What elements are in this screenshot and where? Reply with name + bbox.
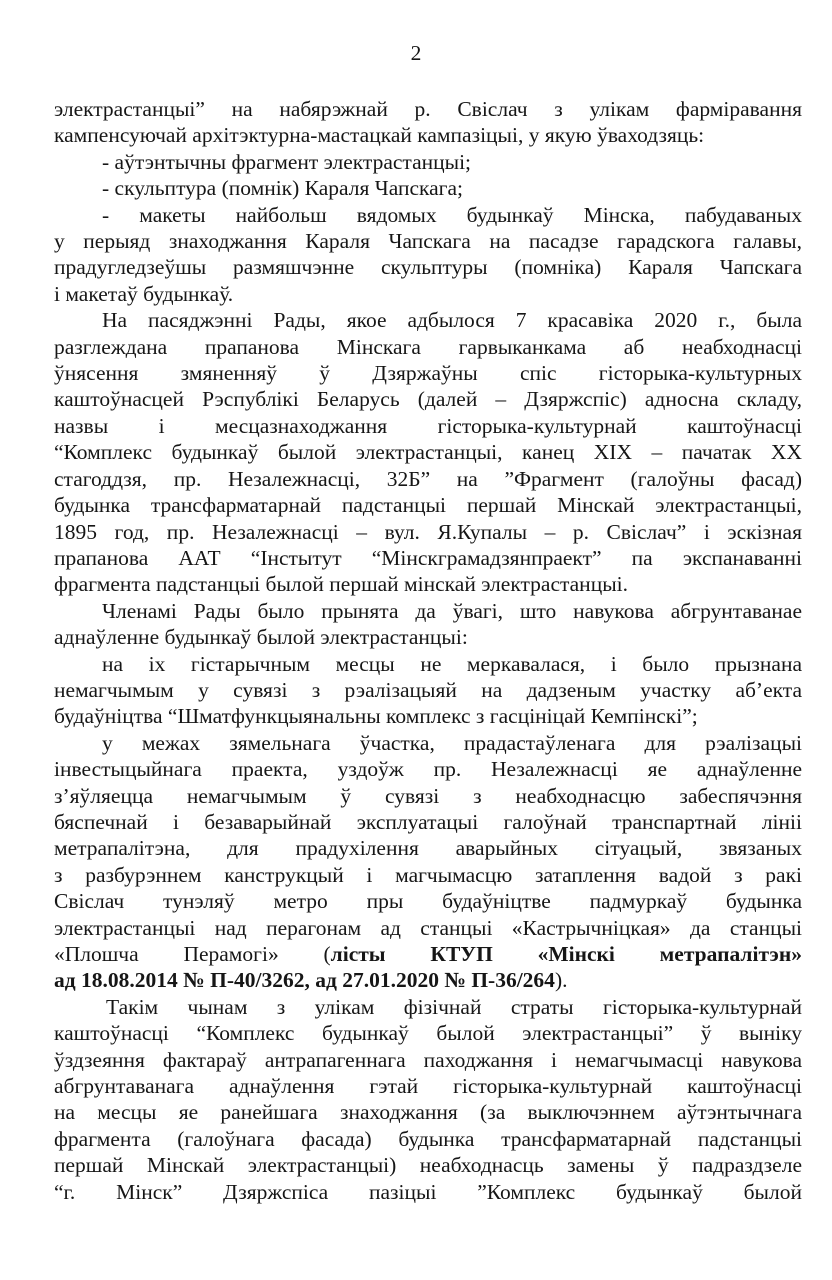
- text-run: На пасяджэнні Рады, якое адбылося 7 красавіка 2020 г., была: [102, 308, 802, 333]
- text-run: “Комплекс будынкаў былой электрастанцыі, канец XIX – пачатак XX: [54, 440, 802, 465]
- text-line: [54, 783, 802, 809]
- text-line: [54, 1047, 802, 1073]
- text-run: прапанова ААТ “Інстытут “Мінскграмадзянпраект” па экспанаванні: [54, 545, 802, 570]
- text-run: будынка трансфарматарнай падстанцыі першай Мінскай электрастанцыі,: [54, 493, 802, 518]
- text-line: [54, 756, 802, 782]
- text-line: [54, 360, 802, 386]
- text-line: [54, 730, 802, 756]
- text-run: каштоўнасці “Комплекс будынкаў былой электрастанцыі” ў выніку: [54, 1021, 802, 1046]
- text-run: - скульптура (помнік) Караля Чапскага;: [102, 176, 464, 201]
- text-line: [54, 967, 802, 993]
- text-run: з’яўляецца немагчымым ў сувязі з неабходнасцю забеспячэння: [54, 783, 802, 808]
- text-run: і макетаў будынкаў.: [54, 281, 234, 306]
- text-line: [54, 334, 802, 360]
- text-run: бяспечнай і безаварыйнай эксплуатацыі галоўнай транспартнай лініі: [54, 809, 802, 834]
- text-run: ).: [554, 968, 568, 993]
- text-line: [54, 835, 802, 861]
- text-line: [54, 202, 802, 228]
- text-line: [54, 466, 802, 492]
- bold-reference: ад 18.08.2014 № П-40/3262, ад 27.01.2020 № П-36/264: [54, 968, 555, 993]
- text-run: стагоддзя, пр. Незалежнасці, 32Б” на ”Фрагмент (галоўны фасад): [54, 466, 802, 491]
- text-line: [54, 492, 802, 518]
- text-line: [54, 624, 802, 650]
- text-run: на месцы яе ранейшага знаходжання (за выключэннем аўтэнтычнага: [54, 1100, 802, 1125]
- text-line: [54, 677, 802, 703]
- text-run: будаўніцтва “Шматфункцыянальны комплекс з гасцініцай Кемпінскі”;: [54, 704, 698, 729]
- text-line: [54, 809, 802, 835]
- text-run: інвестыцыйнага праекта, уздоўж пр. Незалежнасці яе аднаўленне: [54, 757, 802, 782]
- text-line: [54, 519, 802, 545]
- text-line: [54, 439, 802, 465]
- text-run: у межах зямельнага ўчастка, прадастаўленага для рэалізацыі: [102, 730, 802, 755]
- page-number: 2: [410, 41, 422, 65]
- text-run: - аўтэнтычны фрагмент электрастанцыі;: [102, 149, 472, 174]
- text-run: у перыяд знаходжання Караля Чапскага на пасадзе гарадскога галавы,: [54, 229, 802, 254]
- text-line: [54, 862, 802, 888]
- text-run: электрастанцыі” на набярэжнай р. Свіслач з улікам фарміравання: [54, 97, 802, 121]
- text-run: электрастанцыі над перагонам ад станцыі «Кастрычніцкая» да станцыі: [54, 915, 802, 940]
- text-line: [54, 1152, 802, 1178]
- text-run: Такім чынам з улікам фізічнай страты гісторыка-культурнай: [106, 994, 802, 1019]
- text-line: [54, 1073, 802, 1099]
- text-line: [54, 281, 802, 307]
- text-run: на іх гістарычным месцы не меркавалася, і было прызнана: [102, 651, 802, 676]
- document-body: [54, 96, 802, 1205]
- text-run: Свіслач тунэляў метро пры будаўніцтве падмуркаў будынка: [54, 889, 802, 914]
- text-line: [54, 413, 802, 439]
- text-run: разглеждана прапанова Мінскага гарвыканкама аб неабходнасці: [54, 334, 802, 359]
- text-line: [54, 545, 802, 571]
- text-line: [54, 254, 802, 280]
- text-run: - макеты найбольш вядомых будынкаў Мінска, пабудаваных: [102, 202, 802, 227]
- text-run: аднаўленне будынкаў былой электрастанцыі:: [54, 625, 468, 650]
- text-run: абгрунтаванага аднаўлення гэтай гісторыка-культурнай каштоўнасці: [54, 1074, 802, 1099]
- text-line: [54, 149, 802, 175]
- bold-reference: лісты КТУП «Мінскі метрапалітэн»: [330, 942, 802, 966]
- text-line: [54, 703, 802, 729]
- text-line: [54, 1020, 802, 1046]
- text-line: [54, 941, 802, 967]
- text-run: ўздзеяння фактараў антрапагеннага паходжання і немагчымасці навукова: [54, 1047, 802, 1072]
- text-line: [54, 571, 802, 597]
- text-run: «Плошча Перамогі» (: [54, 942, 331, 966]
- text-run: немагчымым у сувязі з рэалізацыяй на дадзеным участку аб’екта: [54, 677, 802, 702]
- text-line: [54, 175, 802, 201]
- text-line: [54, 1126, 802, 1152]
- text-line: [54, 915, 802, 941]
- text-line: [54, 994, 802, 1020]
- text-run: 1895 год, пр. Незалежнасці – вул. Я.Купалы – р. Свіслач” і эскізная: [54, 519, 802, 544]
- text-run: Членамі Рады было прынята да ўвагі, што навукова абгрунтаванае: [102, 598, 802, 623]
- text-run: “г. Мінск” Дзяржспіса пазіцыі ”Комплекс будынкаў былой: [54, 1179, 802, 1204]
- text-run: каштоўнасцей Рэспублікі Беларусь (далей – Дзяржспіс) адносна складу,: [54, 387, 802, 412]
- text-line: [54, 96, 802, 122]
- text-run: фрагмента (галоўнага фасада) будынка трансфарматарнай падстанцыі: [54, 1126, 802, 1151]
- text-run: метрапалітэна, для прадухілення аварыйных сітуацый, звязаных: [54, 836, 802, 861]
- text-line: [54, 1099, 802, 1125]
- text-line: [54, 386, 802, 412]
- text-run: першай Мінскай электрастанцыі) неабходнасць замены ў падраздзеле: [54, 1153, 802, 1178]
- text-run: кампенсуючай архітэктурна-мастацкай кампазіцыі, у якую ўваходзяць:: [54, 123, 705, 148]
- text-run: фрагмента падстанцыі былой першай мінскай электрастанцыі.: [54, 572, 628, 597]
- text-line: [54, 651, 802, 677]
- text-run: назвы і месцазнаходжання гісторыка-культурнай каштоўнасці: [54, 413, 802, 438]
- text-line: [54, 598, 802, 624]
- text-line: [54, 888, 802, 914]
- text-line: [54, 1179, 802, 1205]
- text-run: з разбурэннем канструкцый і магчымасцю затаплення вадой з ракі: [54, 862, 802, 887]
- text-run: прадугледзеўшы размяшчэнне скульптуры (помніка) Караля Чапскага: [54, 255, 802, 280]
- text-line: [54, 122, 802, 148]
- text-line: [54, 307, 802, 333]
- text-run: ўнясення змяненняў ў Дзяржаўны спіс гісторыка-культурных: [54, 361, 802, 386]
- text-line: [54, 228, 802, 254]
